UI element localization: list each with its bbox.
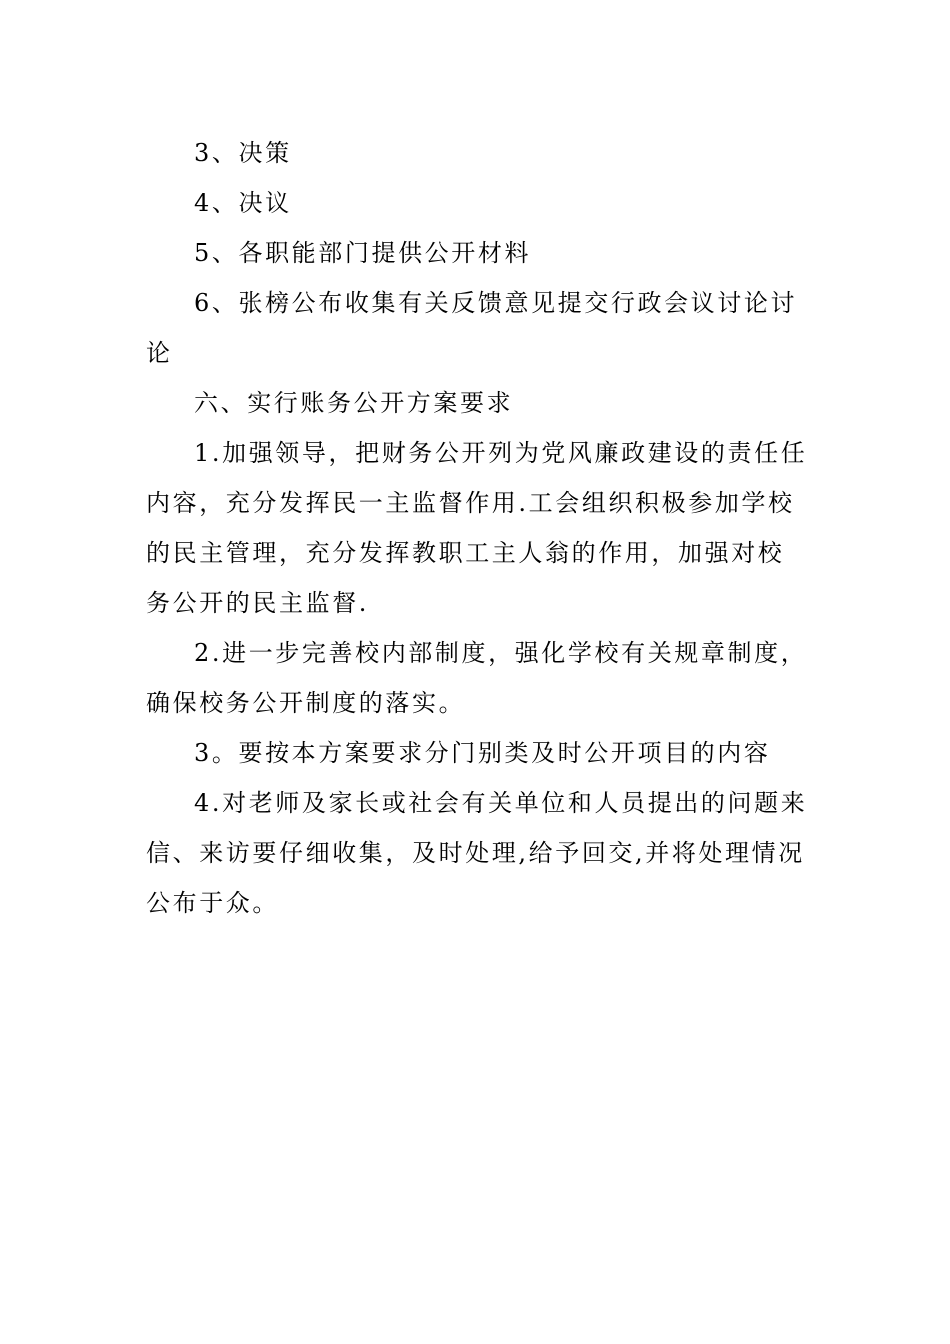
requirement-paragraph-1: 1.加强领导，把财务公开列为党风廉政建设的责任任内容，充分发挥民一主监督作用.工会组织积极参加学校的民主管理，充分发挥教职工主人翁的作用，加强对校务公开的民主监督. [146, 439, 808, 617]
section-heading-6: 六、实行账务公开方案要求 [194, 389, 514, 417]
paragraph-item-3: 3、决策 [194, 139, 292, 167]
requirement-paragraph-3: 3。要按本方案要求分门别类及时公开项目的内容 [194, 739, 771, 767]
paragraph-item-4: 4、决议 [194, 189, 292, 217]
requirement-paragraph-4: 4.对老师及家长或社会有关单位和人员提出的问题来信、来访要仔细收集，及时处理,给予回交,并将处理情况公布于众。 [146, 789, 808, 917]
requirement-paragraph-2: 2.进一步完善校内部制度，强化学校有关规章制度，确保校务公开制度的落实。 [146, 639, 808, 717]
paragraph-item-5: 5、各职能部门提供公开材料 [194, 239, 532, 267]
document-body [146, 128, 810, 928]
paragraph-item-6: 6、张榜公布收集有关反馈意见提交行政会议讨论讨论 [146, 289, 798, 367]
